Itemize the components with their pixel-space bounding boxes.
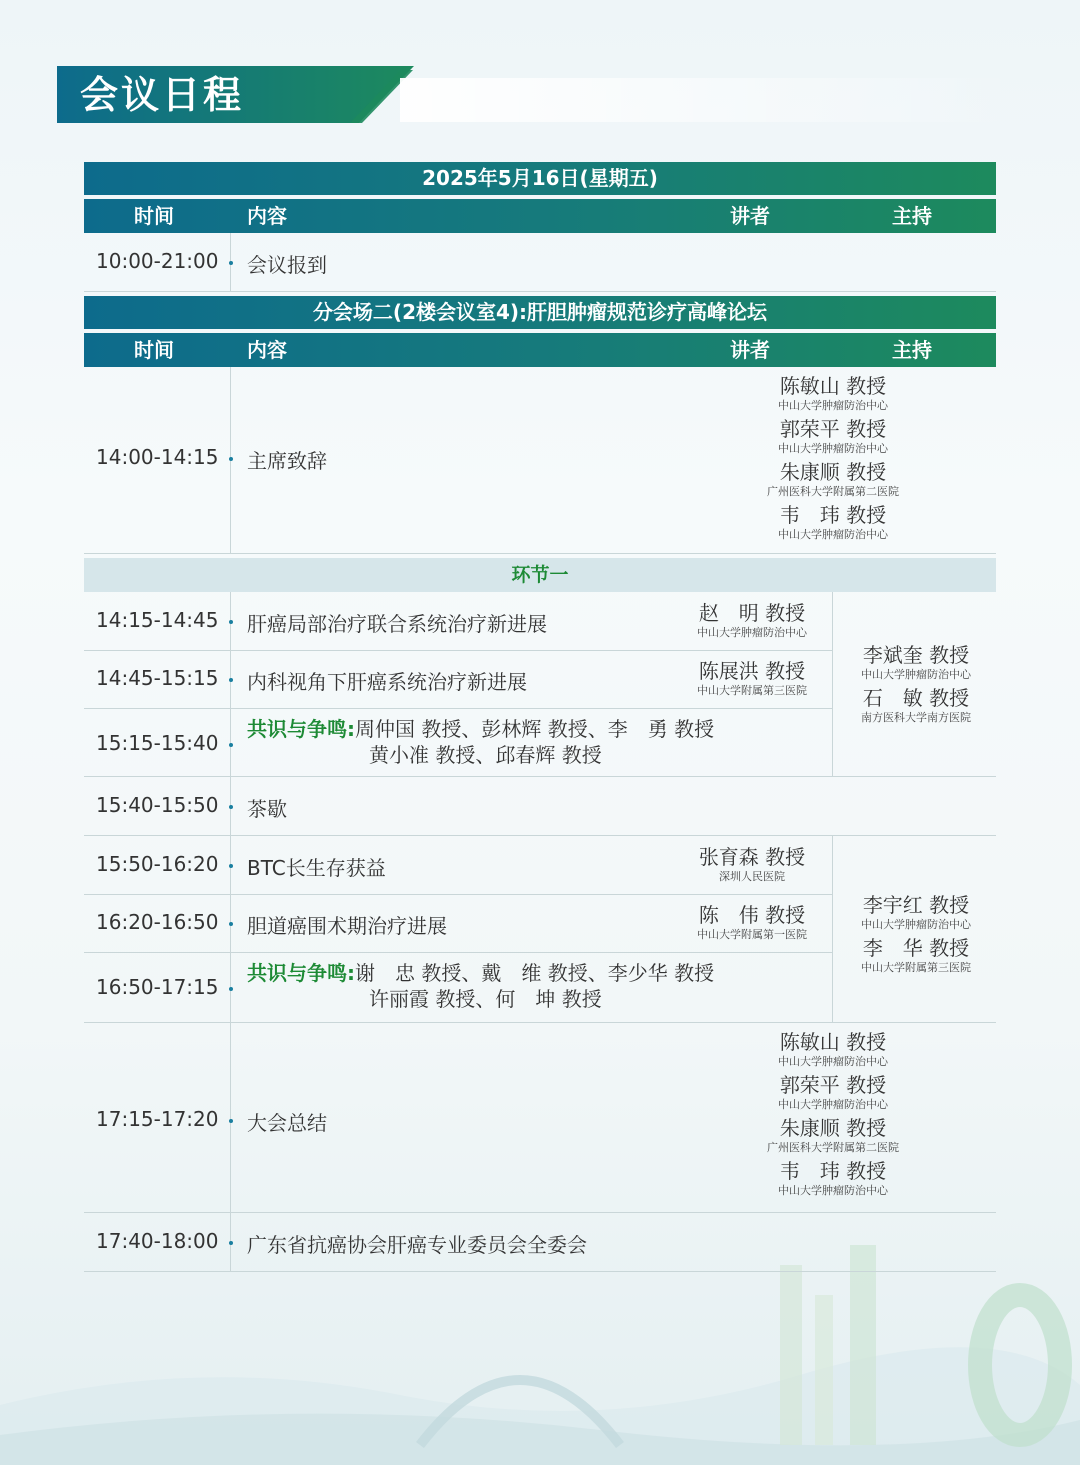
bullet-dot — [229, 864, 233, 868]
person-affiliation: 中山大学肿瘤防治中心 — [778, 1098, 888, 1111]
speaker-name: 赵 明 教授 — [698, 601, 806, 625]
row-time: 17:15-17:20 — [96, 1107, 219, 1131]
row-content: 胆道癌围术期治疗进展 — [247, 914, 447, 938]
person-affiliation: 中山大学肿瘤防治中心 — [778, 528, 888, 541]
bullet-dot — [229, 1241, 233, 1245]
table-row — [84, 233, 996, 292]
person-name: 陈敏山 教授 — [779, 1030, 887, 1054]
table-row — [84, 1023, 996, 1213]
bullet-dot — [229, 922, 233, 926]
table-row — [84, 592, 832, 651]
chair-list — [753, 373, 913, 541]
person-affiliation: 广州医科大学附属第二医院 — [767, 485, 899, 498]
row-content: 广东省抗癌协会肝癌专业委员会全委会 — [247, 1233, 587, 1257]
table-row — [84, 836, 832, 895]
row-content: 内科视角下肝癌系统治疗新进展 — [247, 670, 527, 694]
table-row — [84, 894, 832, 953]
bullet-dot — [229, 678, 233, 682]
discussion-panelists: 许丽霞 教授、何 坤 教授 — [369, 987, 602, 1011]
discussion-panelists: 黄小准 教授、邱春辉 教授 — [369, 743, 602, 767]
host-affiliation: 南方医科大学南方医院 — [861, 711, 971, 724]
bullet-dot — [229, 987, 233, 991]
row-time: 17:40-18:00 — [96, 1229, 219, 1253]
table-header — [84, 333, 996, 367]
discussion-panelists: 谢 忠 教授、戴 维 教授、李少华 教授 — [355, 961, 715, 985]
speaker-affiliation: 深圳人民医院 — [719, 870, 785, 883]
row-content: BTC长生存获益 — [247, 856, 386, 880]
person-affiliation: 中山大学肿瘤防治中心 — [778, 1184, 888, 1197]
person-name: 朱康顺 教授 — [779, 1116, 887, 1140]
person-name: 朱康顺 教授 — [779, 460, 887, 484]
row-time: 16:20-16:50 — [96, 910, 219, 934]
header-time: 时间 — [134, 204, 174, 228]
host-name: 李 华 教授 — [862, 936, 970, 960]
person-affiliation: 中山大学肿瘤防治中心 — [778, 1055, 888, 1068]
host-name: 李宇红 教授 — [862, 893, 970, 917]
discussion-label: 共识与争鸣: — [247, 961, 355, 985]
host-list — [836, 892, 996, 974]
row-time: 14:15-14:45 — [96, 608, 219, 632]
host-column-divider — [832, 592, 833, 776]
discussion-row — [84, 952, 832, 1022]
table-row — [84, 650, 832, 709]
speaker-affiliation: 中山大学附属第三医院 — [697, 684, 807, 697]
row-time: 15:15-15:40 — [96, 731, 219, 755]
header-host: 主持 — [892, 204, 932, 228]
summary-chair-list — [753, 1029, 913, 1197]
host-affiliation: 中山大学附属第三医院 — [861, 961, 971, 974]
row-content: 茶歇 — [247, 797, 287, 821]
schedule-table — [84, 162, 996, 1272]
host-affiliation: 中山大学肿瘤防治中心 — [861, 918, 971, 931]
header-content: 内容 — [247, 204, 287, 228]
speaker-affiliation: 中山大学肿瘤防治中心 — [697, 626, 807, 639]
host-name: 石 敏 教授 — [862, 686, 970, 710]
person-affiliation: 中山大学肿瘤防治中心 — [778, 442, 888, 455]
row-content: 主席致辞 — [247, 449, 327, 473]
header-content: 内容 — [247, 338, 287, 362]
table-row — [84, 1213, 996, 1272]
header-speaker: 讲者 — [730, 338, 770, 362]
person-affiliation: 广州医科大学附属第二医院 — [767, 1141, 899, 1154]
segment-label: 环节一 — [84, 558, 996, 592]
row-time: 14:00-14:15 — [96, 445, 219, 469]
table-row — [84, 777, 996, 836]
host-column-divider — [832, 836, 833, 1022]
person-name: 郭荣平 教授 — [779, 1073, 887, 1097]
bullet-dot — [229, 1119, 233, 1123]
header-time: 时间 — [134, 338, 174, 362]
session-bar: 分会场二(2楼会议室4):肝胆肿瘤规范诊疗高峰论坛 — [84, 296, 996, 329]
speaker-name: 张育森 教授 — [698, 845, 806, 869]
bullet-dot — [229, 805, 233, 809]
page-title: 会议日程 — [80, 73, 245, 117]
host-affiliation: 中山大学肿瘤防治中心 — [861, 668, 971, 681]
person-affiliation: 中山大学肿瘤防治中心 — [778, 399, 888, 412]
bullet-dot — [229, 743, 233, 747]
segment-block — [84, 592, 996, 777]
row-content: 会议报到 — [247, 253, 327, 277]
person-name: 韦 玮 教授 — [779, 1159, 887, 1183]
row-time: 15:40-15:50 — [96, 793, 219, 817]
date-bar: 2025年5月16日(星期五) — [84, 162, 996, 195]
row-content: 大会总结 — [247, 1111, 327, 1135]
table-header — [84, 199, 996, 233]
person-name: 韦 玮 教授 — [779, 503, 887, 527]
host-list — [836, 642, 996, 724]
discussion-row — [84, 708, 832, 776]
title-highlight — [400, 78, 1020, 122]
header-host: 主持 — [892, 338, 932, 362]
header-speaker: 讲者 — [730, 204, 770, 228]
row-content: 肝癌局部治疗联合系统治疗新进展 — [247, 612, 547, 636]
row-time: 10:00-21:00 — [96, 249, 219, 273]
bullet-dot — [229, 457, 233, 461]
host-name: 李斌奎 教授 — [862, 643, 970, 667]
speaker-affiliation: 中山大学附属第一医院 — [697, 928, 807, 941]
person-name: 陈敏山 教授 — [779, 374, 887, 398]
row-time: 14:45-15:15 — [96, 666, 219, 690]
bullet-dot — [229, 261, 233, 265]
speaker-name: 陈展洪 教授 — [698, 659, 806, 683]
discussion-panelists: 周仲国 教授、彭林辉 教授、李 勇 教授 — [355, 717, 715, 741]
bullet-dot — [229, 620, 233, 624]
segment-block — [84, 836, 996, 1023]
person-name: 郭荣平 教授 — [779, 417, 887, 441]
speaker-name: 陈 伟 教授 — [698, 903, 806, 927]
table-row — [84, 367, 996, 554]
discussion-label: 共识与争鸣: — [247, 717, 355, 741]
row-time: 16:50-17:15 — [96, 975, 219, 999]
row-time: 15:50-16:20 — [96, 852, 219, 876]
